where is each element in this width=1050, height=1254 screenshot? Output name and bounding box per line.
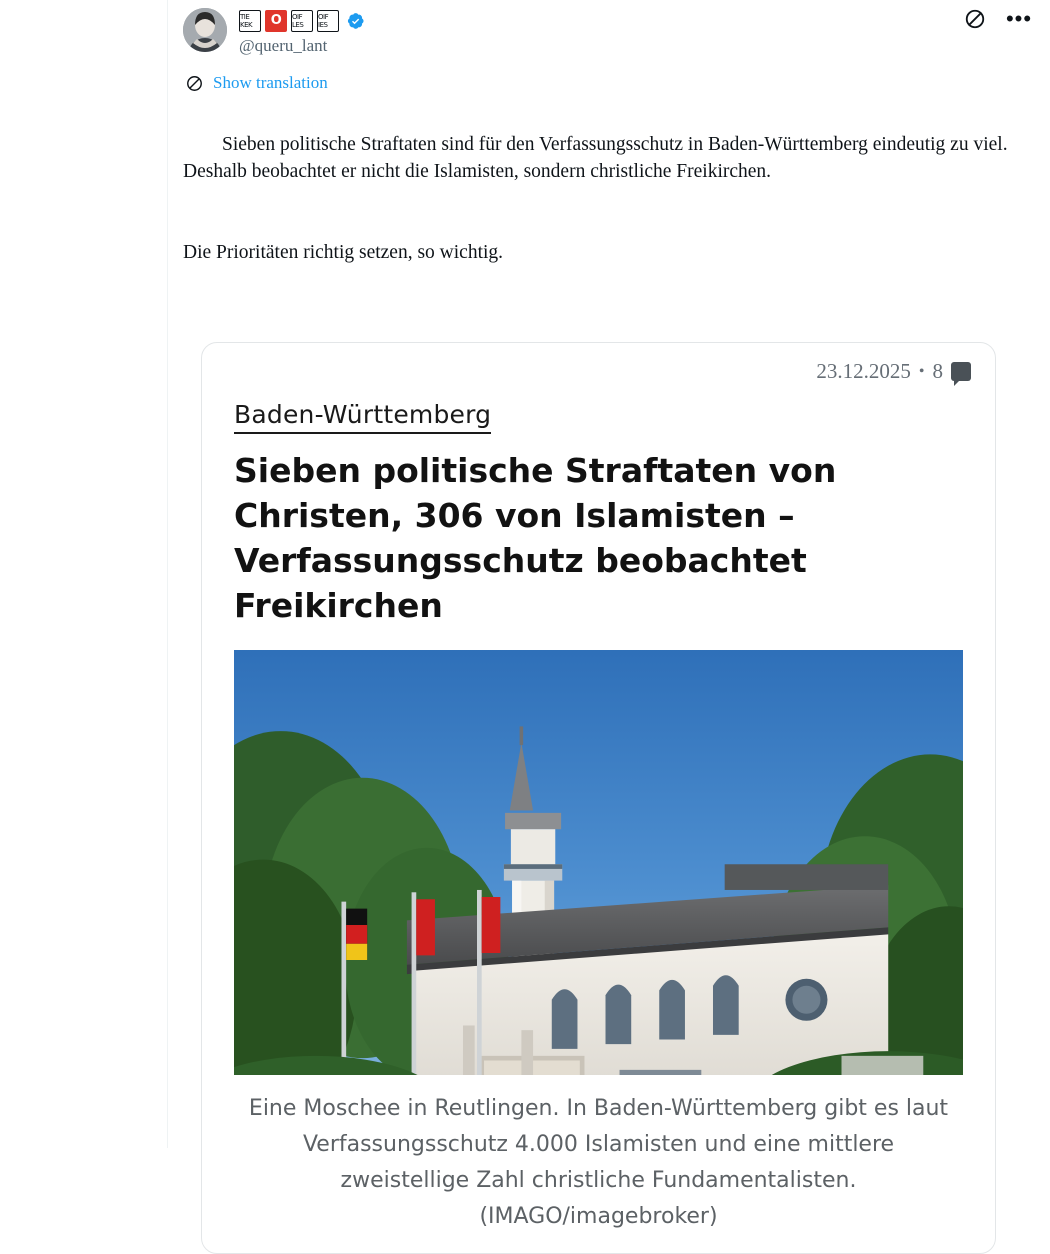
translate-icon (183, 72, 205, 94)
card-content (202, 388, 995, 1253)
post (167, 0, 1050, 1254)
card-caption: Eine Moschee in Reutlingen. In Baden-Württemberg gibt es laut Verfassungsschutz 4.000 Islamisten und eine mittlere zweistellige Zahl christliche Fundamentalisten. (IMAGO/imagebroker) (248, 1096, 949, 1229)
card-kicker: Baden-Württemberg (234, 400, 491, 434)
display-name-glyph-1: TIE KEK (239, 10, 261, 32)
card-meta-separator: • (918, 362, 925, 380)
comment-icon (951, 362, 971, 381)
avatar[interactable] (183, 8, 227, 52)
card-headline: Sieben politische Straftaten von Christen, 306 von Islamisten – Verfassungsschutz beobachtet Freikirchen (234, 451, 837, 625)
post-text-paragraph-2: Die Prioritäten richtig setzen, so wichtig. (183, 242, 504, 263)
card-date: 23.12.2025 (816, 359, 911, 383)
display-name-glyph-2: O (265, 10, 287, 32)
display-name-glyph-3: OIF LES (291, 10, 313, 32)
show-translation-row[interactable] (183, 72, 1014, 94)
post-text (183, 104, 1014, 320)
link-preview-card[interactable] (201, 342, 996, 1254)
show-translation-link[interactable]: Show translation (213, 73, 328, 92)
more-options-button[interactable]: ••• (1005, 6, 1033, 31)
card-meta-row (202, 343, 995, 388)
post-text-paragraph-1: Sieben politische Straftaten sind für den Verfassungsschutz in Baden-Württemberg eindeutig zu viel. Deshalb beobachtet er nicht die Islamisten, sondern christliche Freikirchen. (183, 134, 1013, 182)
post-body (167, 58, 1050, 1254)
display-name-glyph-4: OIF IES (317, 10, 339, 32)
translate-off-icon[interactable] (964, 8, 986, 30)
verified-badge-icon (345, 11, 365, 31)
author-handle[interactable]: @queru_lant (239, 36, 328, 55)
post-header-actions (964, 6, 1033, 31)
left-rail (0, 0, 168, 1148)
card-comment-count: 8 (932, 359, 943, 383)
display-name-row (239, 9, 365, 33)
author-identity (239, 8, 365, 57)
mosque-photo (234, 650, 963, 1075)
post-header (167, 0, 1050, 58)
